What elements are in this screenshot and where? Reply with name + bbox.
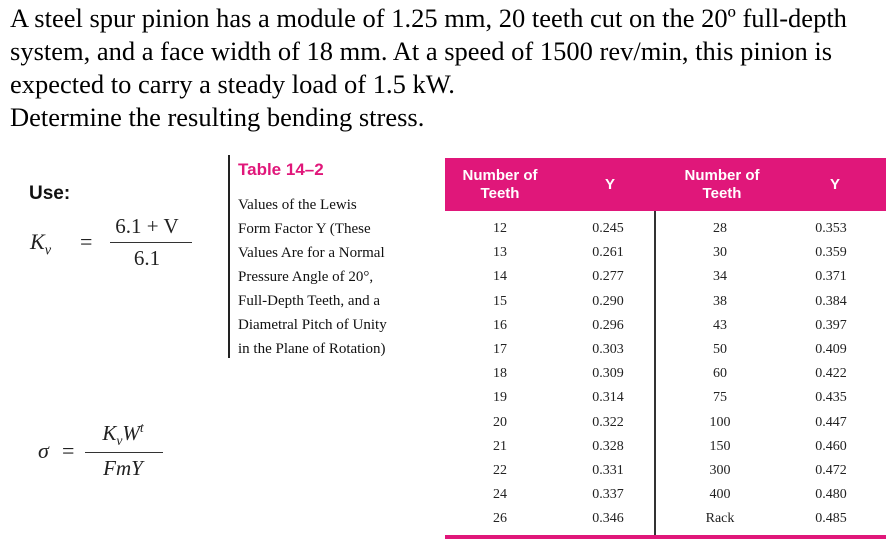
kv-numerator: 6.1 + V [115, 214, 179, 238]
use-label: Use: [29, 183, 71, 204]
y-value-cell: 0.290 [592, 293, 624, 309]
y-value-cell: 0.460 [815, 438, 847, 454]
y-value-cell: 0.353 [815, 221, 847, 236]
teeth-cell: 50 [713, 341, 727, 357]
problem-line: A steel spur pinion has a module of 1.25 mm, 20 teeth cut on the 20º full-depth [10, 3, 847, 33]
y-value-cell: 0.422 [815, 366, 847, 382]
caption-rule [228, 155, 230, 358]
table-caption [238, 193, 438, 361]
y-value-cell: 0.328 [592, 438, 624, 454]
header-teeth-1: Number of Teeth [462, 166, 538, 202]
teeth-cell: 26 [493, 511, 507, 527]
caption-line: Values of the Lewis [238, 197, 357, 213]
sigma-equals: = [62, 438, 75, 463]
y-value-cell: 0.303 [592, 341, 624, 357]
y-value-cell: 0.309 [592, 366, 624, 382]
teeth-cell: 19 [493, 390, 507, 406]
y-value-cell: 0.485 [815, 511, 847, 527]
sigma-denominator: FmY [103, 456, 143, 480]
kv-denominator: 6.1 [133, 246, 161, 270]
y-value-cell: 0.480 [815, 487, 847, 503]
y-value-cell: 0.447 [815, 414, 847, 430]
teeth-cell: 24 [493, 487, 507, 503]
right-teeth-column [690, 217, 750, 531]
y-value-cell: 0.337 [592, 487, 624, 503]
teeth-cell: 16 [493, 317, 507, 333]
problem-line: Determine the resulting bending stress. [10, 102, 425, 132]
teeth-cell: 22 [493, 462, 507, 478]
teeth-cell: Rack [705, 511, 735, 527]
caption-line: Form Factor Y (These [238, 221, 371, 237]
caption-line: in the Plane of Rotation) [238, 341, 386, 357]
y-value-cell: 0.384 [815, 293, 847, 309]
sigma-formula [38, 418, 188, 488]
kv-fraction-bar [110, 242, 192, 243]
sigma-fraction-bar [85, 452, 163, 453]
problem-line: system, and a face width of 18 mm. At a speed of 1500 rev/min, this pinion is [10, 36, 833, 66]
caption-line: Full-Depth Teeth, and a [238, 293, 380, 309]
teeth-cell: 13 [493, 245, 507, 261]
problem-line: expected to carry a steady load of 1.5 kW. [10, 69, 455, 99]
teeth-cell: 38 [713, 293, 727, 309]
y-value-cell: 0.261 [592, 245, 624, 261]
teeth-cell: 20 [493, 414, 507, 430]
table-title: Table 14–2 [238, 160, 324, 179]
teeth-cell: 21 [493, 438, 507, 454]
y-value-cell: 0.314 [592, 390, 624, 406]
teeth-cell: 34 [713, 269, 727, 285]
y-value-cell: 0.409 [815, 341, 847, 357]
kv-symbol: $K_v$ [30, 229, 52, 259]
y-value-cell: 0.371 [815, 269, 847, 285]
y-value-cell: 0.359 [815, 245, 847, 261]
right-y-column [796, 217, 866, 531]
teeth-cell: 12 [493, 221, 507, 236]
y-value-cell: 0.245 [592, 221, 624, 236]
teeth-cell: 43 [713, 317, 727, 333]
column-divider [654, 211, 656, 535]
teeth-cell: 150 [709, 438, 731, 454]
caption-line: Pressure Angle of 20°, [238, 269, 374, 285]
y-value-cell: 0.277 [592, 269, 624, 285]
problem-statement [10, 2, 885, 134]
caption-line: Diametral Pitch of Unity [238, 317, 387, 333]
teeth-cell: 28 [713, 221, 727, 236]
kv-equals: = [80, 229, 93, 254]
header-y-1: Y [604, 175, 615, 193]
sigma-numerator: $K_vW^t$ [102, 420, 144, 449]
teeth-cell: 15 [493, 293, 507, 309]
left-teeth-column [470, 217, 530, 531]
teeth-cell: 30 [713, 245, 727, 261]
teeth-cell: 60 [713, 366, 727, 382]
teeth-cell: 100 [709, 414, 731, 430]
teeth-cell: 300 [709, 462, 731, 478]
left-y-column [573, 217, 643, 531]
teeth-cell: 18 [493, 366, 507, 382]
header-teeth-2: Number of Teeth [684, 166, 760, 202]
y-value-cell: 0.472 [815, 462, 847, 478]
table-header [445, 158, 886, 211]
teeth-cell: 400 [709, 487, 731, 503]
y-value-cell: 0.435 [815, 390, 847, 406]
teeth-cell: 17 [493, 341, 507, 357]
table-bottom-rule [445, 535, 886, 539]
y-value-cell: 0.296 [592, 317, 624, 333]
sigma-symbol: σ [38, 438, 49, 463]
teeth-cell: 14 [493, 269, 507, 285]
teeth-cell: 75 [713, 390, 727, 406]
y-value-cell: 0.346 [592, 511, 624, 527]
header-y-2: Y [829, 175, 840, 193]
y-value-cell: 0.322 [592, 414, 624, 430]
y-value-cell: 0.331 [592, 462, 624, 478]
caption-line: Values Are for a Normal [238, 245, 385, 261]
y-value-cell: 0.397 [815, 317, 847, 333]
kv-formula [30, 215, 180, 275]
